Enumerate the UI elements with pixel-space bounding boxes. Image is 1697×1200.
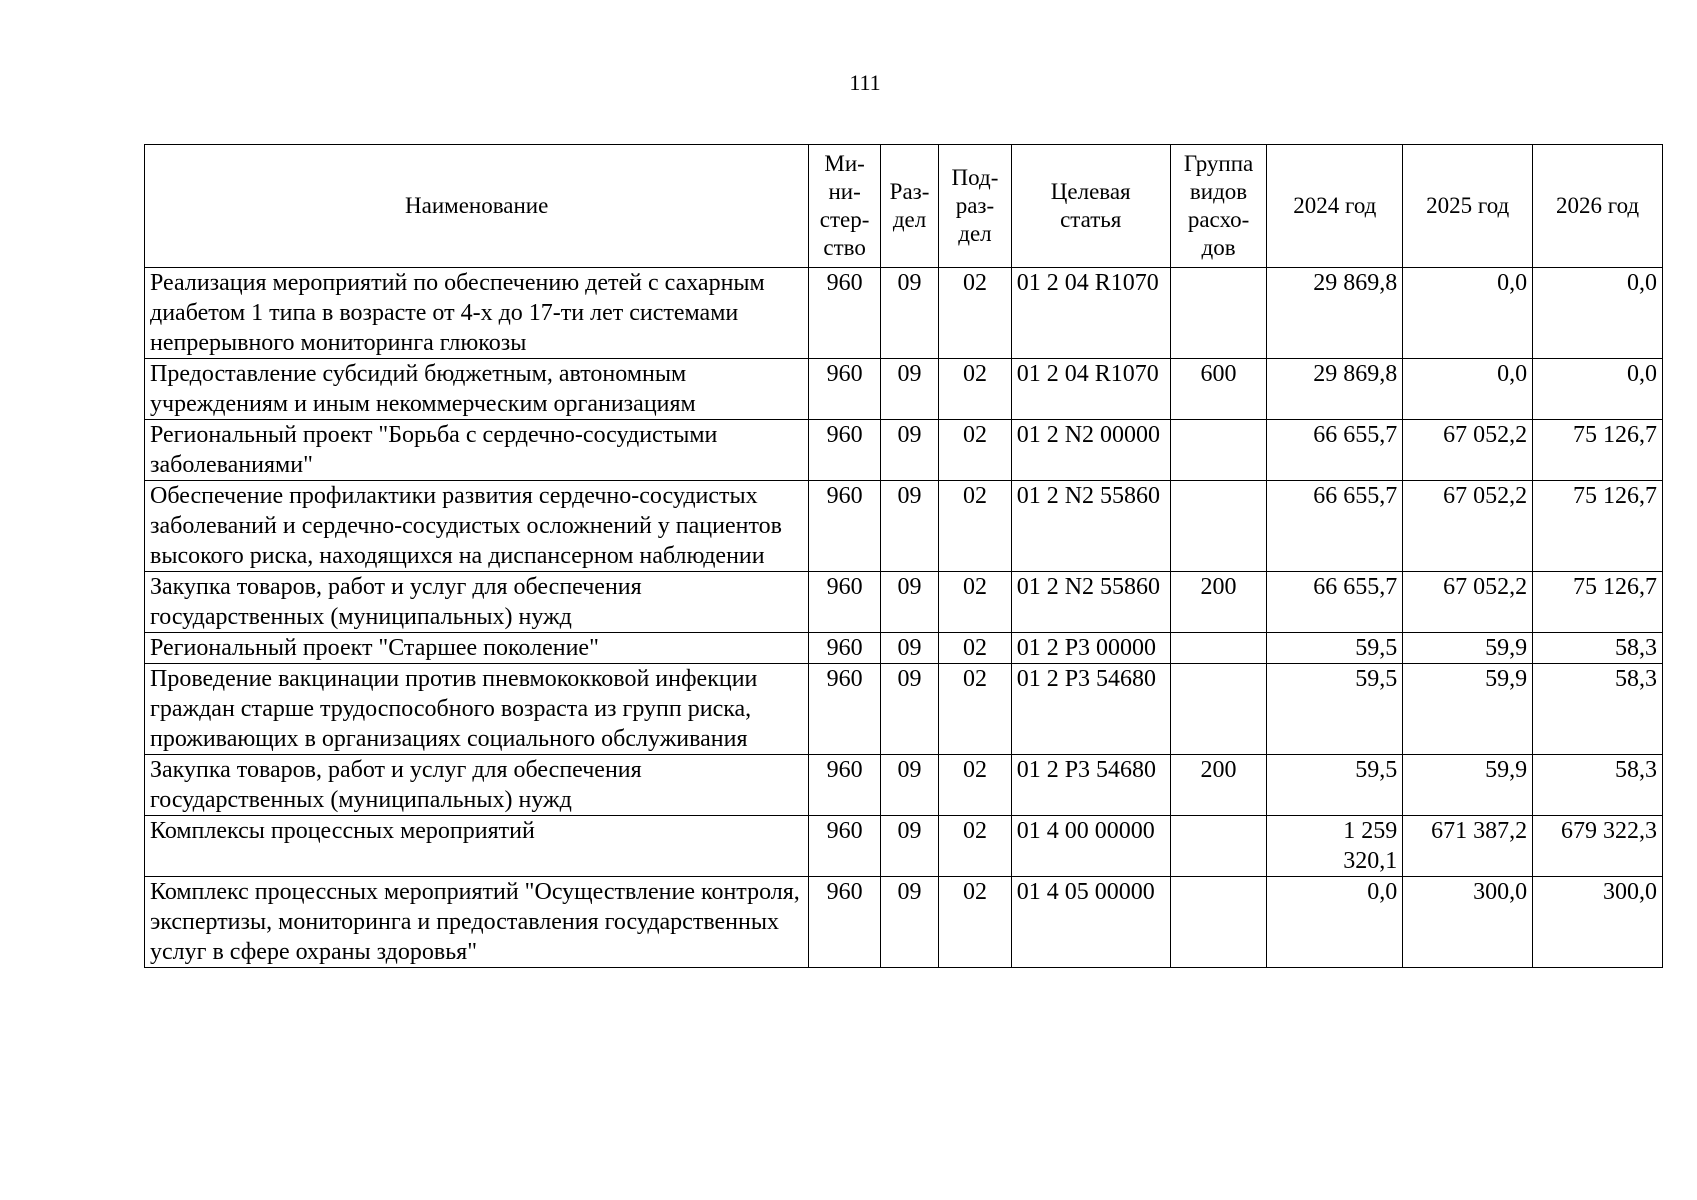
row-name: Проведение вакцинации против пневмококковой инфекции граждан старше трудоспособного возраста из групп риска, проживающих в организациях социального обслуживания: [145, 664, 809, 755]
col-header-section: Раз- дел: [880, 145, 938, 268]
row-target: 01 2 P3 00000: [1011, 633, 1170, 664]
row-name: Реализация мероприятий по обеспечению детей с сахарным диабетом 1 типа в возрасте от 4-х до 17-ти лет системами непрерывного мониторинга глюкозы: [145, 268, 809, 359]
row-ministry: 960: [809, 481, 880, 572]
row-name: Региональный проект "Борьба с сердечно-сосудистыми заболеваниями": [145, 420, 809, 481]
row-group: 200: [1170, 755, 1267, 816]
table-row: [145, 481, 1663, 572]
row-2026: 58,3: [1533, 755, 1663, 816]
row-ministry: 960: [809, 755, 880, 816]
row-2026: 58,3: [1533, 664, 1663, 755]
row-name: Закупка товаров, работ и услуг для обеспечения государственных (муниципальных) нужд: [145, 755, 809, 816]
page-number: 111: [849, 70, 881, 95]
row-2025: 59,9: [1403, 664, 1533, 755]
row-subsection: 02: [939, 816, 1011, 877]
row-target: 01 2 P3 54680: [1011, 664, 1170, 755]
row-subsection: 02: [939, 633, 1011, 664]
row-2024: 66 655,7: [1267, 481, 1403, 572]
table-row: [145, 664, 1663, 755]
row-name: Комплексы процессных мероприятий: [145, 816, 809, 877]
row-group: [1170, 877, 1267, 968]
row-2026: 75 126,7: [1533, 481, 1663, 572]
row-2026: 679 322,3: [1533, 816, 1663, 877]
col-header-name: Наименование: [145, 145, 809, 268]
row-2025: 671 387,2: [1403, 816, 1533, 877]
col-header-subsection: Под- раз- дел: [939, 145, 1011, 268]
budget-table: [144, 144, 1663, 968]
col-header-expense-group: Группа видов расхо- дов: [1170, 145, 1267, 268]
row-2026: 0,0: [1533, 268, 1663, 359]
row-ministry: 960: [809, 816, 880, 877]
row-subsection: 02: [939, 877, 1011, 968]
table-row: [145, 755, 1663, 816]
row-group: [1170, 816, 1267, 877]
row-subsection: 02: [939, 664, 1011, 755]
row-name: Обеспечение профилактики развития сердечно-сосудистых заболеваний и сердечно-сосудистых осложнений у пациентов высокого риска, находящихся на диспансерном наблюдении: [145, 481, 809, 572]
col-header-2025: 2025 год: [1403, 145, 1533, 268]
row-2024: 66 655,7: [1267, 572, 1403, 633]
row-ministry: 960: [809, 572, 880, 633]
row-subsection: 02: [939, 481, 1011, 572]
row-2024: 29 869,8: [1267, 268, 1403, 359]
table-row: [145, 359, 1663, 420]
row-section: 09: [880, 481, 938, 572]
row-2026: 300,0: [1533, 877, 1663, 968]
row-2024: 1 259 320,1: [1267, 816, 1403, 877]
row-2025: 67 052,2: [1403, 481, 1533, 572]
row-ministry: 960: [809, 877, 880, 968]
row-name: Закупка товаров, работ и услуг для обеспечения государственных (муниципальных) нужд: [145, 572, 809, 633]
row-ministry: 960: [809, 633, 880, 664]
col-header-target: Целевая статья: [1011, 145, 1170, 268]
row-2025: 59,9: [1403, 633, 1533, 664]
row-ministry: 960: [809, 359, 880, 420]
table-row: [145, 268, 1663, 359]
row-2026: 75 126,7: [1533, 420, 1663, 481]
col-header-ministry: Ми- ни- стер- ство: [809, 145, 880, 268]
row-name: Региональный проект "Старшее поколение": [145, 633, 809, 664]
row-target: 01 2 04 R1070: [1011, 268, 1170, 359]
row-group: [1170, 633, 1267, 664]
row-name: Комплекс процессных мероприятий "Осуществление контроля, экспертизы, мониторинга и предоставления государственных услуг в сфере охраны здоровья": [145, 877, 809, 968]
row-2026: 58,3: [1533, 633, 1663, 664]
row-ministry: 960: [809, 268, 880, 359]
row-2025: 0,0: [1403, 268, 1533, 359]
row-group: [1170, 664, 1267, 755]
row-2024: 59,5: [1267, 664, 1403, 755]
row-ministry: 960: [809, 664, 880, 755]
col-header-2024: 2024 год: [1267, 145, 1403, 268]
row-ministry: 960: [809, 420, 880, 481]
row-section: 09: [880, 572, 938, 633]
row-subsection: 02: [939, 755, 1011, 816]
row-2026: 0,0: [1533, 359, 1663, 420]
row-2025: 0,0: [1403, 359, 1533, 420]
row-group: 600: [1170, 359, 1267, 420]
col-header-2026: 2026 год: [1533, 145, 1663, 268]
row-group: 200: [1170, 572, 1267, 633]
row-section: 09: [880, 268, 938, 359]
table-header-row: [145, 145, 1663, 268]
row-section: 09: [880, 664, 938, 755]
row-section: 09: [880, 816, 938, 877]
row-target: 01 4 00 00000: [1011, 816, 1170, 877]
table-row: [145, 877, 1663, 968]
row-section: 09: [880, 755, 938, 816]
row-target: 01 2 N2 55860: [1011, 481, 1170, 572]
row-2025: 67 052,2: [1403, 420, 1533, 481]
table-row: [145, 633, 1663, 664]
row-2024: 59,5: [1267, 633, 1403, 664]
row-target: 01 2 P3 54680: [1011, 755, 1170, 816]
row-target: 01 2 N2 55860: [1011, 572, 1170, 633]
row-2025: 67 052,2: [1403, 572, 1533, 633]
row-2024: 0,0: [1267, 877, 1403, 968]
row-target: 01 2 04 R1070: [1011, 359, 1170, 420]
row-group: [1170, 420, 1267, 481]
row-subsection: 02: [939, 359, 1011, 420]
table-row: [145, 572, 1663, 633]
row-section: 09: [880, 359, 938, 420]
row-2024: 66 655,7: [1267, 420, 1403, 481]
row-subsection: 02: [939, 420, 1011, 481]
row-2026: 75 126,7: [1533, 572, 1663, 633]
row-section: 09: [880, 420, 938, 481]
row-2024: 59,5: [1267, 755, 1403, 816]
row-subsection: 02: [939, 268, 1011, 359]
row-2025: 300,0: [1403, 877, 1533, 968]
row-2024: 29 869,8: [1267, 359, 1403, 420]
table-row: [145, 420, 1663, 481]
row-target: 01 2 N2 00000: [1011, 420, 1170, 481]
row-2025: 59,9: [1403, 755, 1533, 816]
row-section: 09: [880, 877, 938, 968]
row-section: 09: [880, 633, 938, 664]
row-group: [1170, 268, 1267, 359]
row-target: 01 4 05 00000: [1011, 877, 1170, 968]
row-subsection: 02: [939, 572, 1011, 633]
row-name: Предоставление субсидий бюджетным, автономным учреждениям и иным некоммерческим организациям: [145, 359, 809, 420]
row-group: [1170, 481, 1267, 572]
table-row: [145, 816, 1663, 877]
